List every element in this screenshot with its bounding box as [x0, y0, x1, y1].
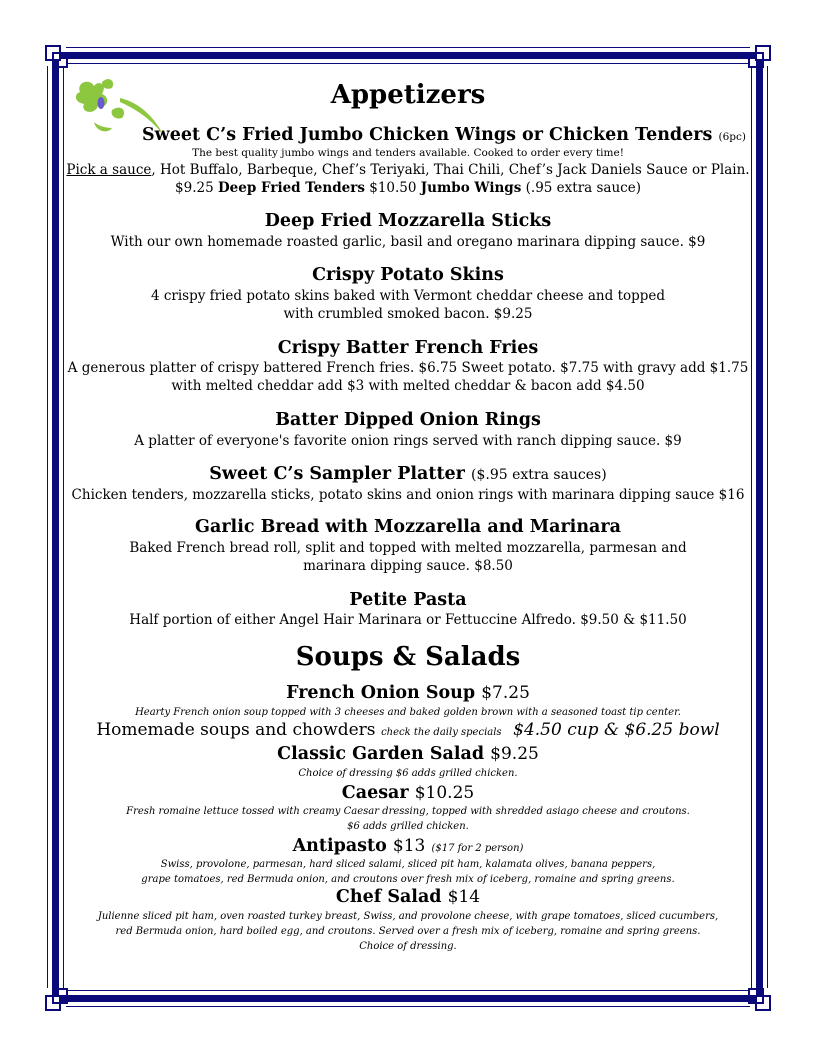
- homemade-price: $4.50 cup & $6.25 bowl: [513, 720, 720, 740]
- onion-desc: Hearty French onion soup topped with 3 cheeses and baked golden brown with a seasoned toast tip center.: [135, 707, 681, 718]
- garden-price: $9.25: [490, 744, 539, 764]
- chef-price: $14: [447, 887, 481, 907]
- sampler-title: [0, 464, 816, 484]
- pasta-desc: Half portion of either Angel Hair Marinara or Fettuccine Alfredo. $9.50 & $11.50: [129, 612, 687, 628]
- homemade-title: [0, 720, 816, 740]
- fries-line2: with melted cheddar add $3 with melted cheddar & bacon add $4.50: [171, 378, 645, 394]
- corner-ornament-tr: [746, 44, 772, 70]
- garden-name: Classic Garden Salad: [277, 744, 485, 764]
- garden-desc: Choice of dressing $6 adds grilled chicken.: [298, 768, 518, 779]
- onion-price: $7.25: [481, 683, 530, 703]
- caesar-line2: $6 adds grilled chicken.: [347, 821, 469, 832]
- corner-ornament-bl: [44, 986, 70, 1012]
- skins-title: Crispy Potato Skins: [312, 265, 504, 285]
- antipasto-name: Antipasto: [292, 836, 387, 856]
- skins-line1: 4 crispy fried potato skins baked with Vermont cheddar cheese and topped: [150, 288, 666, 304]
- chef-name: Chef Salad: [335, 887, 442, 907]
- pick-a-sauce-label: Pick a sauce: [66, 162, 152, 178]
- wings-price: $10.50: [369, 180, 417, 196]
- rings-desc: A platter of everyone's favorite onion rings served with ranch dipping sauce. $9: [134, 433, 682, 449]
- rings-title: Batter Dipped Onion Rings: [275, 410, 541, 430]
- caesar-name: Caesar: [341, 783, 409, 803]
- skins-line2: with crumbled smoked bacon. $9.25: [283, 306, 533, 322]
- chef-line2: red Bermuda onion, hard boiled egg, and croutons. Served over a fresh mix of iceberg, romaine and spring greens.: [115, 926, 701, 937]
- corner-ornament-br: [746, 986, 772, 1012]
- chef-line3: Choice of dressing.: [359, 941, 457, 952]
- chef-line1: Julienne sliced pit ham, oven roasted turkey breast, Swiss, and provolone cheese, with grape tomatoes, sliced cucumbers,: [97, 911, 719, 922]
- caesar-price: $10.25: [414, 783, 475, 803]
- wings-tagline: The best quality jumbo wings and tenders available. Cooked to order every time!: [192, 147, 624, 159]
- sampler-name: Sweet C’s Sampler Platter: [209, 464, 465, 484]
- tenders-price: $9.25: [175, 180, 214, 196]
- onion-name: French Onion Soup: [286, 683, 476, 703]
- chef-title: [0, 887, 816, 907]
- antipasto-price: $13: [392, 836, 426, 856]
- extra-sauce-note: (.95 extra sauce): [525, 180, 641, 196]
- sauce-list: , Hot Buffalo, Barbeque, Chef’s Teriyaki, Thai Chili, Chef’s Jack Daniels Sauce or Plain.: [151, 162, 750, 178]
- mozz-title: Deep Fried Mozzarella Sticks: [264, 211, 552, 231]
- garlic-title: Garlic Bread with Mozzarella and Marinara: [195, 517, 621, 537]
- wings-label: Jumbo Wings: [420, 180, 522, 196]
- tenders-label: Deep Fried Tenders: [217, 180, 365, 196]
- soups-heading: Soups & Salads: [295, 642, 521, 672]
- pasta-title: Petite Pasta: [349, 590, 467, 610]
- border-bottom: [58, 995, 758, 1002]
- inner-line-top: [66, 63, 750, 64]
- outer-line-bottom: [66, 1006, 750, 1007]
- homemade-name: Homemade soups and chowders: [96, 720, 376, 740]
- homemade-note: check the daily specials: [381, 727, 502, 738]
- garlic-line1: Baked French bread roll, split and topped with melted mozzarella, parmesan and: [129, 540, 687, 556]
- wings-prices: [0, 179, 816, 197]
- antipasto-line1: Swiss, provolone, parmesan, hard sliced salami, sliced pit ham, kalamata olives, banana peppers,: [160, 859, 656, 870]
- antipasto-line2: grape tomatoes, red Bermuda onion, and croutons over fresh mix of iceberg, romaine and spring greens.: [141, 874, 675, 885]
- wings-sauces: [0, 161, 816, 179]
- fries-title: Crispy Batter French Fries: [277, 338, 539, 358]
- antipasto-title: [0, 836, 816, 856]
- wings-title: [36, 125, 816, 145]
- caesar-line1: Fresh romaine lettuce tossed with creamy Caesar dressing, topped with shredded asiago cheese and croutons.: [126, 806, 690, 817]
- wings-count: (6pc): [718, 131, 746, 143]
- garden-title: [0, 744, 816, 764]
- sampler-note: ($.95 extra sauces): [471, 467, 607, 483]
- mozz-desc: With our own homemade roasted garlic, basil and oregano marinara dipping sauce. $9: [110, 234, 706, 250]
- outer-line-top: [66, 47, 750, 48]
- inner-line-bottom: [66, 990, 750, 991]
- garlic-line2: marinara dipping sauce. $8.50: [303, 558, 513, 574]
- border-top: [58, 52, 758, 59]
- fries-line1: A generous platter of crispy battered French fries. $6.75 Sweet potato. $7.75 with gravy add $1.75: [67, 360, 749, 376]
- corner-ornament-tl: [44, 44, 70, 70]
- wings-name: Sweet C’s Fried Jumbo Chicken Wings or Chicken Tenders: [142, 125, 713, 145]
- appetizers-heading: Appetizers: [330, 80, 486, 110]
- antipasto-note: ($17 for 2 person): [431, 843, 524, 854]
- caesar-title: [0, 783, 816, 803]
- sampler-desc: Chicken tenders, mozzarella sticks, potato skins and onion rings with marinara dipping sauce $16: [71, 487, 745, 503]
- onion-title: [0, 683, 816, 703]
